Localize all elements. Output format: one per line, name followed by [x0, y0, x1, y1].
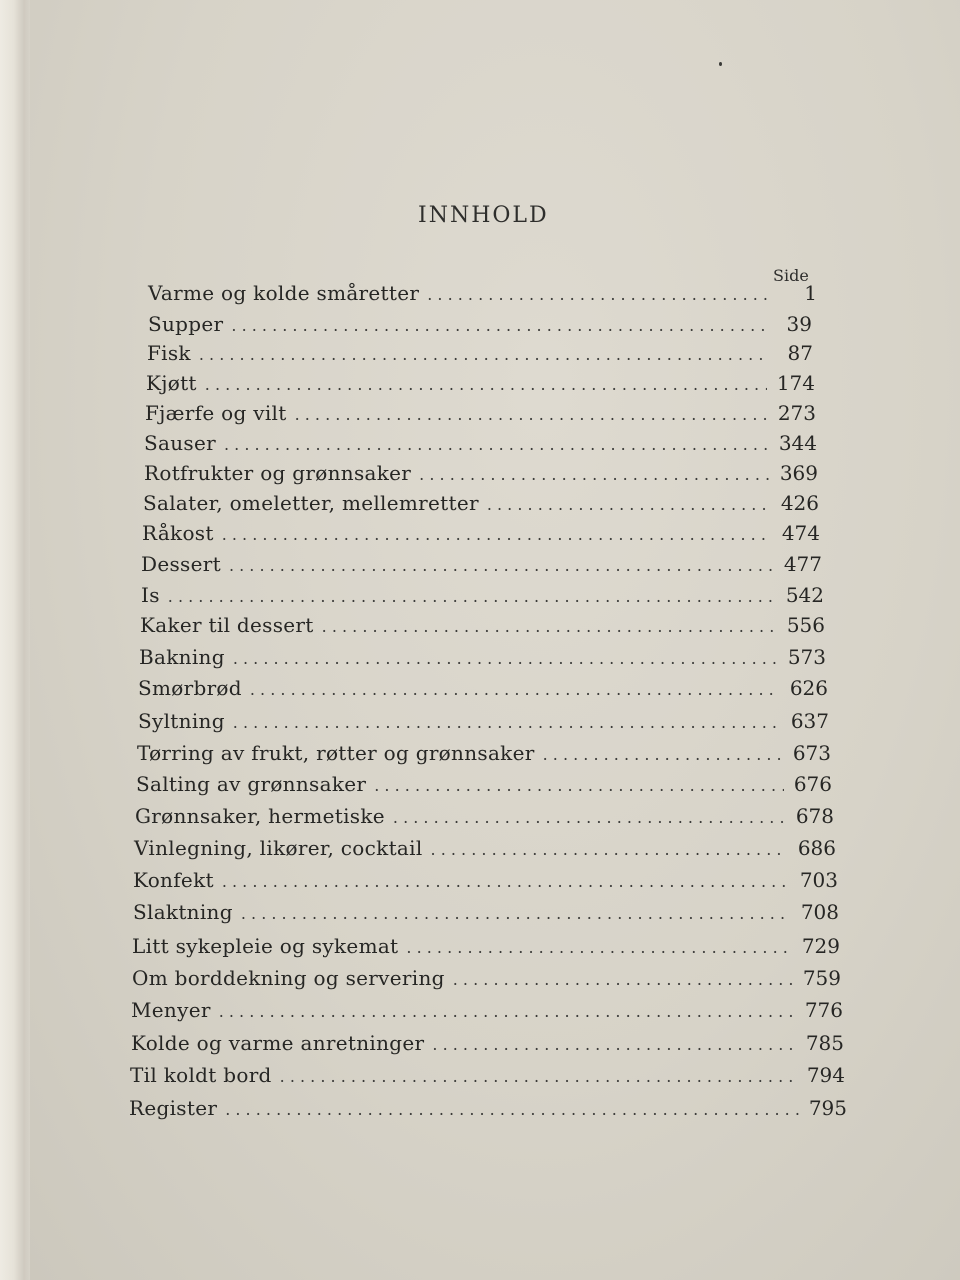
toc-entry — [145, 401, 816, 431]
toc-entry-label: Grønnsaker, hermetiske — [135, 804, 385, 828]
dot-leader — [222, 525, 772, 544]
toc-entry-page-number: 556 — [786, 613, 825, 637]
toc-entry — [132, 934, 840, 964]
toc-entry-label: Is — [141, 583, 160, 607]
toc-entry — [138, 709, 829, 739]
toc-entry-label: Råkost — [142, 521, 214, 545]
toc-entry — [131, 998, 843, 1028]
toc-entry — [138, 676, 828, 706]
toc-entry — [148, 312, 812, 342]
toc-entry-label: Fisk — [147, 341, 191, 365]
toc-entry — [137, 741, 831, 771]
toc-entry — [144, 431, 817, 461]
toc-entry-label: Om borddekning og servering — [132, 966, 445, 990]
toc-entry — [141, 583, 824, 613]
toc-entry-page-number: 637 — [790, 709, 829, 733]
dot-leader — [231, 316, 764, 335]
toc-entry-label: Register — [129, 1096, 218, 1120]
toc-entry-label: Kaker til dessert — [140, 613, 314, 637]
toc-entry — [130, 1063, 845, 1093]
toc-entry — [134, 836, 836, 866]
toc-entry-label: Slaktning — [133, 900, 233, 924]
toc-entry-label: Konfekt — [133, 868, 214, 892]
dot-leader — [222, 872, 790, 891]
toc-entry — [143, 491, 819, 521]
toc-entry-page-number: 474 — [781, 521, 820, 545]
dot-leader — [233, 649, 778, 668]
toc-entry-page-number: 794 — [806, 1063, 845, 1087]
toc-entry-label: Tørring av frukt, røtter og grønnsaker — [137, 741, 535, 765]
dot-leader — [250, 680, 780, 699]
toc-entry-label: Fjærfe og vilt — [145, 401, 287, 425]
toc-entry — [140, 613, 825, 643]
toc-entry-page-number: 759 — [802, 966, 841, 990]
toc-entry-page-number: 87 — [787, 341, 813, 365]
side-column-label: Side — [773, 266, 809, 285]
toc-entry — [133, 900, 839, 930]
toc-entry — [146, 371, 815, 401]
toc-entry — [144, 461, 818, 491]
dot-leader — [393, 808, 786, 827]
toc-entry-label: Rotfrukter og grønnsaker — [144, 461, 412, 485]
toc-entry-page-number: 729 — [801, 934, 840, 958]
toc-entry — [142, 521, 820, 551]
toc-entry-label: Varme og kolde småretter — [148, 281, 420, 305]
dot-leader — [168, 587, 776, 606]
dot-leader — [280, 1067, 797, 1086]
toc-entry-page-number: 795 — [808, 1096, 847, 1120]
dot-leader — [205, 375, 767, 394]
dot-leader — [419, 465, 770, 484]
dot-leader — [427, 285, 769, 304]
toc-entry — [131, 1031, 844, 1061]
dot-leader — [241, 904, 791, 923]
toc-entry-page-number: 626 — [789, 676, 828, 700]
page-title: INNHOLD — [418, 203, 549, 228]
dot-leader — [487, 495, 771, 514]
toc-entry — [129, 1096, 847, 1126]
toc-entry-page-number: 686 — [797, 836, 836, 860]
toc-entry — [132, 966, 841, 996]
toc-entry-label: Salting av grønnsaker — [136, 772, 367, 796]
dot-leader — [199, 345, 765, 364]
dot-leader — [453, 970, 793, 989]
toc-entry-label: Kjøtt — [146, 371, 197, 395]
toc-entry — [147, 341, 813, 371]
toc-entry-page-number: 39 — [786, 312, 812, 336]
toc-entry-page-number: 542 — [785, 583, 824, 607]
toc-entry — [133, 868, 838, 898]
dot-leader — [322, 617, 777, 636]
dot-leader — [233, 713, 781, 732]
toc-entry-page-number: 273 — [777, 401, 816, 425]
toc-entry-label: Dessert — [141, 552, 221, 576]
toc-entry-label: Syltning — [138, 709, 225, 733]
dot-leader — [432, 1035, 796, 1054]
toc-entry-label: Til koldt bord — [130, 1063, 272, 1087]
toc-entry-page-number: 1 — [804, 281, 817, 305]
toc-entry-page-number: 477 — [783, 552, 822, 576]
toc-entry-label: Supper — [148, 312, 224, 336]
toc-entry-page-number: 174 — [776, 371, 815, 395]
toc-entry-label: Kolde og varme anretninger — [131, 1031, 425, 1055]
dot-leader — [219, 1002, 795, 1021]
toc-entry-page-number: 703 — [799, 868, 838, 892]
dot-leader — [224, 435, 769, 454]
toc-entry-label: Bakning — [139, 645, 225, 669]
toc-entry-label: Smørbrød — [138, 676, 242, 700]
toc-entry-page-number: 369 — [779, 461, 818, 485]
toc-entry-label: Menyer — [131, 998, 211, 1022]
dot-leader — [295, 405, 768, 424]
toc-entry-page-number: 776 — [804, 998, 843, 1022]
toc-entry-label: Salater, omeletter, mellemretter — [143, 491, 479, 515]
dot-leader — [374, 776, 784, 795]
toc-entry-page-number: 678 — [795, 804, 834, 828]
toc-entry-page-number: 708 — [800, 900, 839, 924]
toc-entry-page-number: 573 — [787, 645, 826, 669]
toc-entry — [148, 281, 817, 311]
toc-entry-label: Vinlegning, likører, cocktail — [134, 836, 423, 860]
dot-leader — [431, 840, 788, 859]
toc-entry-page-number: 673 — [792, 741, 831, 765]
toc-entry-page-number: 426 — [780, 491, 819, 515]
toc-entry-label: Sauser — [144, 431, 216, 455]
toc-entry-label: Litt sykepleie og sykemat — [132, 934, 399, 958]
toc-entry-page-number: 676 — [793, 772, 832, 796]
toc-entry — [136, 772, 832, 802]
toc-entry — [135, 804, 834, 834]
dot-leader — [543, 745, 783, 764]
dot-leader — [229, 556, 774, 575]
dot-leader — [406, 938, 792, 957]
toc-entry — [139, 645, 826, 675]
toc-entry-page-number: 344 — [778, 431, 817, 455]
toc-entry-page-number: 785 — [805, 1031, 844, 1055]
dot-leader — [225, 1100, 799, 1119]
toc-entry — [141, 552, 822, 582]
